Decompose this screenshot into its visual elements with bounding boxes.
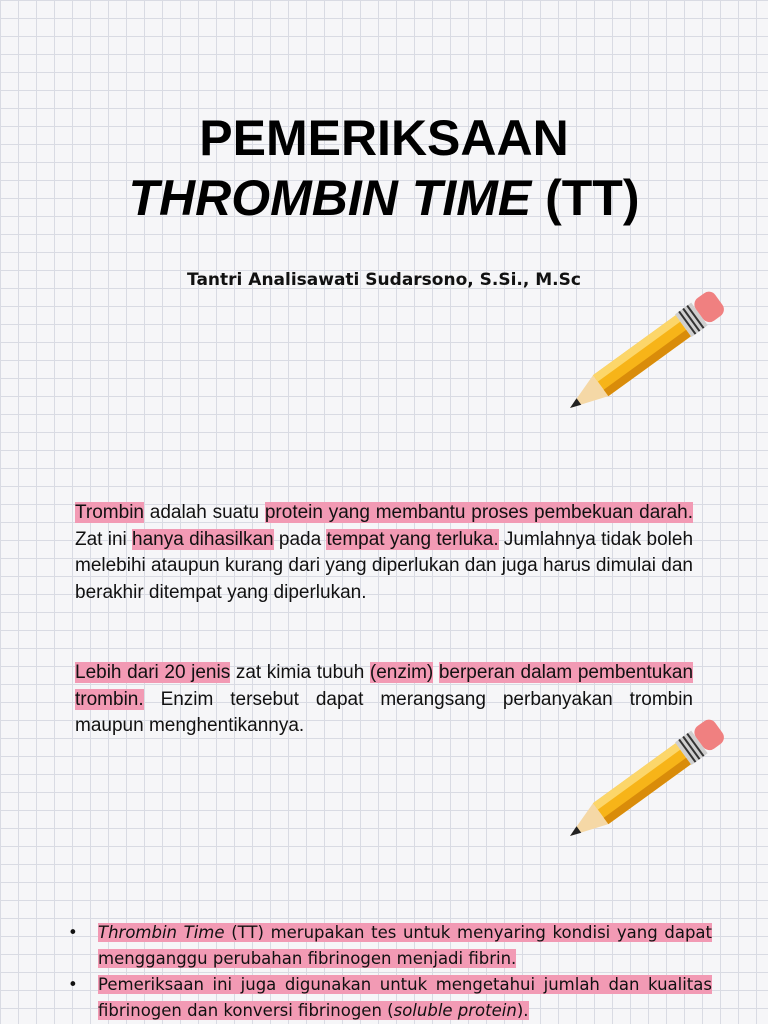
bullet-marker: •	[68, 975, 78, 994]
highlight-text: protein yang membantu proses pembekuan darah.	[264, 502, 694, 523]
title-suffix: (TT)	[531, 170, 640, 226]
highlight-text: (enzim)	[369, 662, 434, 683]
highlight-text: berperan dalam pembentukan trombin.	[75, 662, 694, 710]
body-text: zat kimia tubuh	[230, 662, 370, 683]
body-text: Pemeriksaan ini juga digunakan untuk mengetahui jumlah dan kualitas fibrinogen dan konversi fibrinogen (	[98, 975, 712, 1020]
list-item	[62, 920, 712, 972]
body-text: adalah suatu	[143, 502, 265, 523]
body-text: ).	[516, 1001, 529, 1020]
italic-term: soluble protein	[393, 1001, 517, 1020]
highlight-text: hanya dihasilkan	[132, 528, 274, 550]
body-text: pada	[273, 528, 327, 550]
highlight-text: Lebih dari 20 jenis	[75, 662, 231, 683]
page-title	[0, 108, 768, 228]
pencil-icon	[556, 710, 746, 850]
pencil-icon	[556, 282, 746, 422]
body-text: Zat ini	[75, 528, 133, 550]
highlight-text: tempat yang terluka.	[326, 528, 499, 550]
title-line-1: PEMERIKSAAN	[199, 110, 569, 166]
highlight-text: Trombin	[75, 502, 144, 523]
body-text: (TT) merupakan tes untuk menyaring kondisi yang dapat mengganggu perubahan fibrinogen menjadi fibrin.	[98, 923, 713, 968]
list-item	[62, 972, 712, 1024]
title-italic: THROMBIN TIME	[128, 170, 532, 226]
author-name: Tantri Analisawati Sudarsono, S.Si., M.Sc	[187, 270, 581, 290]
highlight-text	[98, 975, 712, 1020]
body-text: Jumlahnya tidak boleh melebihi ataupun kurang dari yang diperlukan dan juga harus dimulai dan berakhir ditempat yang diperlukan.	[75, 528, 694, 603]
bullet-marker: •	[68, 923, 78, 942]
body-text	[433, 662, 439, 683]
highlight-text	[98, 923, 712, 968]
paragraph-1	[75, 500, 693, 606]
bullet-list	[62, 920, 712, 1024]
body-text: Enzim tersebut dapat merangsang perbanyakan trombin maupun menghentikannya.	[75, 688, 693, 736]
italic-term: Thrombin Time	[98, 923, 225, 942]
title-line-2	[0, 168, 768, 228]
